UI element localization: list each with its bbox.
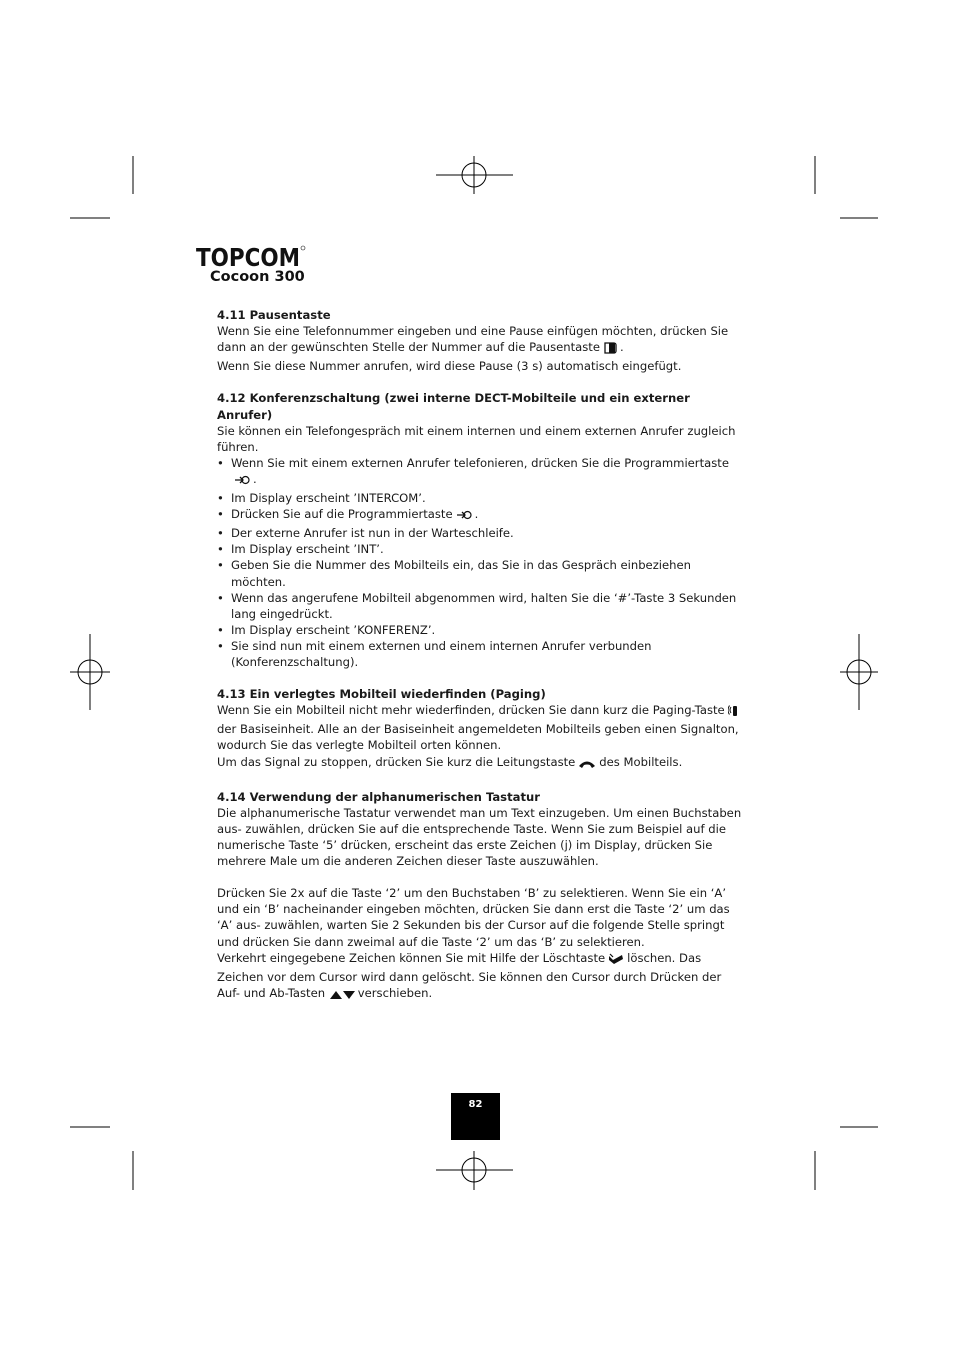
section-4-12 [217, 390, 747, 670]
section-heading: 4.14 Verwendung der alphanumerischen Tastatur [217, 789, 540, 804]
list-item: • Im Display erscheint ’INT’. [217, 541, 747, 557]
up-down-keys-icon [329, 988, 355, 1004]
paragraph [217, 702, 747, 753]
section-heading: 4.13 Ein verlegtes Mobilteil wiederfinden (Paging) [217, 687, 546, 702]
pause-key-icon [603, 342, 617, 358]
paragraph-text: Wenn Sie eine Telefonnummer eingeben und eine Pause einfügen möchten, drücken Sie dann [217, 324, 729, 355]
list-item: • Geben Sie die Nummer des Mobilteils ein, das Sie in das Gespräch einbeziehen möchten. [217, 557, 747, 589]
paragraph-text: an der gewünschten Stelle der Nummer auf die Pausentaste [249, 340, 600, 355]
paragraph-text: Wenn Sie ein Mobilteil nicht mehr wiederfinden, drücken Sie dann kurz die Paging-Taste [217, 703, 725, 718]
product-name: Cocoon 300 [210, 269, 305, 285]
paragraph: Wenn Sie diese Nummer anrufen, wird diese Pause (3 s) automatisch eingefügt. [217, 359, 682, 374]
section-heading: 4.12 Konferenzschaltung (zwei interne DECT-Mobilteile und ein externer Anrufer) [217, 391, 690, 422]
topcom-logo [196, 242, 306, 270]
paging-key-icon [728, 704, 740, 721]
paragraph [217, 950, 747, 1004]
list-item: • Im Display erscheint ’KONFERENZ’. [217, 622, 747, 638]
list-item-text: Wenn Sie mit einem externen Anrufer telefonieren, drücken Sie die Programmiertaste [231, 455, 729, 470]
section-4-11 [217, 307, 747, 374]
page-number: 82 [451, 1093, 500, 1140]
paragraph-text: des Mobilteils. [599, 754, 683, 769]
list-item: • Sie sind nun mit einem externen und einem internen Anrufer verbunden (Konferenzschaltung). [217, 638, 747, 670]
paragraph [217, 323, 747, 358]
list-item: • Der externe Anrufer ist nun in der Warteschleife. [217, 525, 747, 541]
section-heading: 4.11 Pausentaste [217, 308, 331, 322]
section-4-14 [217, 789, 747, 1004]
list-item-text: Drücken Sie auf die Programmiertaste [231, 507, 453, 522]
paragraph-text: löschen. Das Zeichen vor dem Cursor wird dann gelöscht. Sie können den Cursor durch Drücken der Auf- und Ab-Tasten [217, 950, 722, 1000]
paragraph: Die alphanumerische Tastatur verwendet man um Text einzugeben. Um einen Buchstaben aus- zuwählen, drücken Sie auf die entsprechende Taste. Wenn Sie zum Beispiel auf die numerische Taste ‘5’ drücken, erscheint das erste Zeichen (j) im Display, drücken Sie mehrere Male um die anderen Zeichen dieser Taste auszuwählen. [217, 805, 742, 869]
list-item-text: . [253, 471, 257, 486]
paragraph-text: . [619, 340, 624, 355]
paragraph-text: der Basiseinheit. Alle an der Basiseinheit angemeldeten Mobilteils geben einen Signalton, wodurch Sie das verlegte Mobilteil orten können. [217, 722, 739, 753]
bullet-list [217, 455, 747, 670]
paragraph: Sie können ein Telefongespräch mit einem internen und einem externen Anrufer zugleich führen. [217, 423, 736, 454]
paragraph-text: Um das Signal zu stoppen, drücken Sie kurz die Leitungstaste [217, 754, 576, 769]
delete-key-icon [608, 953, 624, 969]
svg-text:TOPCOM: TOPCOM [196, 243, 300, 270]
program-key-icon [456, 509, 472, 525]
paragraph-text: Verkehrt eingegebene Zeichen können Sie mit Hilfe der Löschtaste [217, 950, 606, 965]
section-4-13 [217, 686, 747, 772]
paragraph [217, 754, 747, 773]
list-item [217, 506, 747, 525]
line-key-icon [578, 757, 596, 773]
paragraph-text: verschieben. [357, 985, 433, 1000]
list-item: • Im Display erscheint ’INTERCOM’. [217, 490, 747, 506]
list-item: • Wenn das angerufene Mobilteil abgenommen wird, halten Sie die ‘#’-Taste 3 Sekunden lang eingedrückt. [217, 590, 747, 622]
list-item [217, 455, 747, 490]
program-key-icon [234, 474, 250, 490]
document-body [217, 307, 747, 1020]
paragraph: Drücken Sie 2x auf die Taste ‘2’ um den Buchstaben ‘B’ zu selektieren. Wenn Sie ein ‘A’ und ein ‘B’ nacheinander eingeben möchten, drücken Sie dann erst die Taste ‘2’ um das ‘A’ aus- zuwählen, warten Sie 2 Sekunden bis der Cursor auf die folgende Stelle springt und drücken Sie dann zweimal auf die Taste ‘2’ um das ‘B’ zu selektieren. [217, 886, 730, 949]
list-item-text: . [474, 507, 479, 522]
